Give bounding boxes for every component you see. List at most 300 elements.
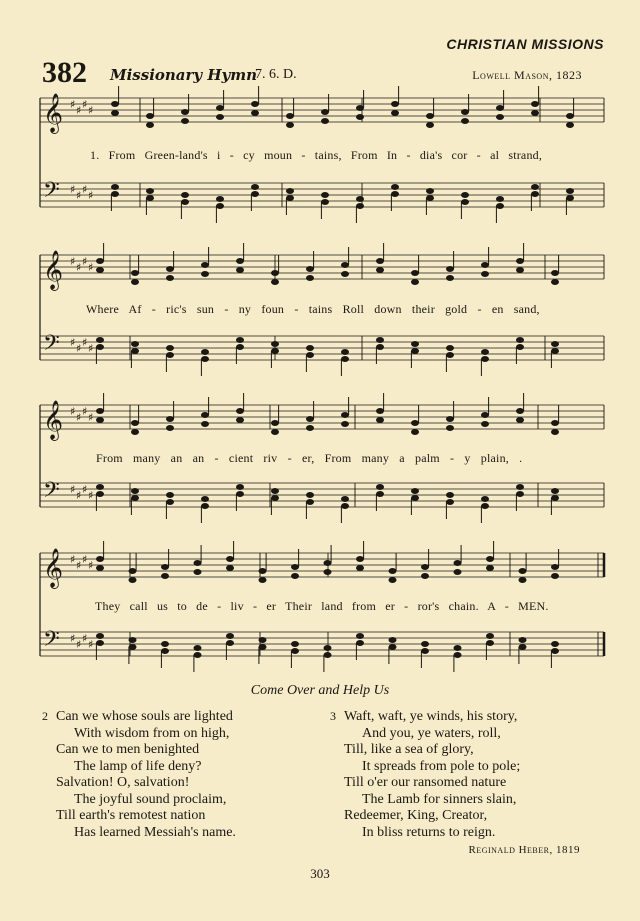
note-head (226, 556, 234, 562)
note-head (551, 564, 559, 570)
note-head (446, 492, 454, 498)
key-sharp: ♯ (70, 632, 76, 645)
note-head (291, 564, 299, 570)
note-head (96, 491, 104, 497)
note-head (236, 337, 244, 343)
note-head (519, 644, 527, 650)
note-head (201, 496, 209, 502)
note-head (271, 341, 279, 347)
note-head (411, 488, 419, 494)
bass-clef: 𝄢 (43, 178, 60, 208)
note-head (236, 258, 244, 264)
page-number: 303 (310, 866, 330, 881)
note-head (341, 271, 349, 277)
note-head (236, 344, 244, 350)
note-head (324, 569, 332, 575)
verse-3 (330, 708, 520, 841)
lyric-line-3: From many an an - cient riv - er, From many a palm - y plain, . (96, 451, 523, 465)
note-head (146, 188, 154, 194)
treble-clef: 𝄞 (43, 548, 64, 588)
note-head (516, 337, 524, 343)
note-head (201, 262, 209, 268)
bass-clef: 𝄢 (43, 331, 60, 361)
note-head (356, 556, 364, 562)
note-head (516, 344, 524, 350)
note-head (481, 262, 489, 268)
verse-line: The joyful sound proclaim, (74, 791, 227, 807)
section-title: CHRISTIAN MISSIONS (446, 36, 604, 52)
note-head (486, 633, 494, 639)
key-sharp: ♯ (76, 189, 82, 202)
note-head (531, 184, 539, 190)
note-head (496, 105, 504, 111)
note-head (306, 345, 314, 351)
note-head (166, 499, 174, 505)
note-head (251, 101, 259, 107)
note-head (551, 488, 559, 494)
key-sharp: ♯ (88, 411, 94, 424)
verse-line: Can we to men benighted (56, 742, 200, 757)
note-head (216, 114, 224, 120)
lyric-line-1: 1. From Green-land's i - cy moun - tains, From In - dia's cor - al strand, (90, 148, 543, 162)
note-head (131, 279, 139, 285)
note-head (201, 503, 209, 509)
verse-line: Till, like a sea of glory, (344, 742, 474, 757)
note-head (551, 279, 559, 285)
note-head (341, 356, 349, 362)
lyric-line-4: They call us to de - liv - er Their land from er - ror's chain. A - MEN. (95, 599, 549, 613)
note-head (376, 344, 384, 350)
note-head (454, 645, 462, 651)
key-sharp: ♯ (82, 98, 88, 111)
key-sharp: ♯ (82, 632, 88, 645)
verse-line: Has learned Messiah's name. (74, 824, 236, 840)
note-head (111, 184, 119, 190)
key-sharp: ♯ (76, 489, 82, 502)
note-head (551, 573, 559, 579)
note-head (461, 109, 469, 115)
key-sharp: ♯ (70, 405, 76, 418)
verse-line: And you, ye waters, roll, (362, 725, 501, 741)
note-head (131, 429, 139, 435)
note-head (291, 573, 299, 579)
key-sharp: ♯ (76, 261, 82, 274)
key-sharp: ♯ (76, 638, 82, 651)
key-sharp: ♯ (76, 104, 82, 117)
treble-clef: 𝄞 (43, 400, 64, 440)
note-head (286, 195, 294, 201)
note-head (181, 192, 189, 198)
note-head (131, 420, 139, 426)
note-head (426, 113, 434, 119)
note-head (251, 191, 259, 197)
key-sharp: ♯ (82, 336, 88, 349)
note-head (96, 344, 104, 350)
key-sharp: ♯ (88, 104, 94, 117)
note-head (454, 560, 462, 566)
note-head (481, 349, 489, 355)
note-head (271, 495, 279, 501)
note-head (461, 192, 469, 198)
note-head (306, 425, 314, 431)
note-head (356, 565, 364, 571)
note-head (516, 267, 524, 273)
note-head (389, 637, 397, 643)
note-head (551, 641, 559, 647)
note-head (259, 577, 267, 583)
note-head (321, 109, 329, 115)
note-head (411, 420, 419, 426)
note-head (481, 503, 489, 509)
note-head (496, 196, 504, 202)
note-head (389, 644, 397, 650)
note-head (96, 633, 104, 639)
note-head (96, 258, 104, 264)
note-head (531, 110, 539, 116)
note-head (131, 348, 139, 354)
key-sharp: ♯ (70, 98, 76, 111)
note-head (551, 341, 559, 347)
note-head (306, 492, 314, 498)
note-head (194, 569, 202, 575)
note-head (131, 270, 139, 276)
note-head (201, 412, 209, 418)
note-head (166, 266, 174, 272)
lyric-line-2: Where Af - ric's sun - ny foun - tains Roll down their gold - en sand, (86, 302, 540, 316)
note-head (481, 421, 489, 427)
note-head (286, 188, 294, 194)
note-head (551, 420, 559, 426)
note-head (321, 118, 329, 124)
note-head (516, 258, 524, 264)
key-sharp: ♯ (82, 553, 88, 566)
note-head (376, 408, 384, 414)
note-head (411, 270, 419, 276)
key-sharp: ♯ (70, 183, 76, 196)
note-head (166, 275, 174, 281)
note-head (391, 110, 399, 116)
note-head (389, 577, 397, 583)
note-head (421, 573, 429, 579)
note-head (306, 416, 314, 422)
key-sharp: ♯ (82, 483, 88, 496)
note-head (566, 113, 574, 119)
verse-number: 3 (330, 709, 336, 723)
note-head (341, 262, 349, 268)
note-head (146, 113, 154, 119)
verse-line: 2 Can we whose souls are lighted (42, 709, 233, 724)
note-head (376, 417, 384, 423)
note-head (194, 560, 202, 566)
note-head (271, 348, 279, 354)
note-head (306, 352, 314, 358)
note-head (566, 122, 574, 128)
hymn-meter: 7. 6. D. (255, 67, 297, 82)
note-head (481, 496, 489, 502)
note-head (259, 637, 267, 643)
note-head (321, 192, 329, 198)
note-head (236, 417, 244, 423)
note-head (446, 416, 454, 422)
note-head (96, 565, 104, 571)
key-sharp: ♯ (82, 255, 88, 268)
note-head (486, 565, 494, 571)
key-sharp: ♯ (88, 489, 94, 502)
note-head (551, 270, 559, 276)
note-head (426, 195, 434, 201)
note-head (96, 640, 104, 646)
note-head (341, 349, 349, 355)
note-head (236, 491, 244, 497)
note-head (129, 568, 137, 574)
key-sharp: ♯ (88, 342, 94, 355)
note-head (446, 275, 454, 281)
verse-line: Redeemer, King, Creator, (344, 808, 488, 823)
treble-clef: 𝄞 (43, 93, 64, 133)
note-head (271, 279, 279, 285)
note-head (461, 199, 469, 205)
note-head (411, 279, 419, 285)
note-head (356, 196, 364, 202)
note-head (146, 122, 154, 128)
note-head (356, 633, 364, 639)
note-head (426, 122, 434, 128)
note-head (411, 341, 419, 347)
key-sharp: ♯ (70, 553, 76, 566)
note-head (286, 122, 294, 128)
note-head (531, 191, 539, 197)
key-sharp: ♯ (70, 336, 76, 349)
verse-line: It spreads from pole to pole; (362, 758, 521, 774)
note-head (161, 648, 169, 654)
note-head (324, 560, 332, 566)
note-head (194, 645, 202, 651)
note-head (181, 199, 189, 205)
note-head (111, 101, 119, 107)
note-head (166, 345, 174, 351)
note-head (411, 495, 419, 501)
note-head (251, 110, 259, 116)
note-head (306, 266, 314, 272)
note-head (271, 270, 279, 276)
note-head (286, 113, 294, 119)
note-head (216, 105, 224, 111)
note-head (481, 356, 489, 362)
note-head (161, 564, 169, 570)
note-head (129, 577, 137, 583)
key-sharp: ♯ (88, 261, 94, 274)
note-head (111, 191, 119, 197)
note-head (166, 416, 174, 422)
verse-line: Till earth's remotest nation (56, 808, 206, 823)
note-head (226, 633, 234, 639)
verse-number: 2 (42, 709, 48, 723)
note-head (496, 203, 504, 209)
note-head (129, 644, 137, 650)
note-head (341, 496, 349, 502)
treble-clef: 𝄞 (43, 250, 64, 290)
note-head (461, 118, 469, 124)
verse-line: With wisdom from on high, (74, 725, 230, 741)
note-head (201, 421, 209, 427)
note-head (481, 271, 489, 277)
note-head (551, 348, 559, 354)
note-head (161, 641, 169, 647)
note-head (421, 564, 429, 570)
note-head (216, 203, 224, 209)
note-head (321, 199, 329, 205)
note-head (389, 568, 397, 574)
key-sharp: ♯ (70, 483, 76, 496)
note-head (306, 275, 314, 281)
note-head (166, 425, 174, 431)
hymn-title: Missionary Hymn (110, 66, 258, 84)
note-head (486, 640, 494, 646)
note-head (519, 637, 527, 643)
note-head (271, 429, 279, 435)
note-head (566, 195, 574, 201)
note-head (291, 641, 299, 647)
note-head (516, 484, 524, 490)
note-head (421, 641, 429, 647)
note-head (96, 556, 104, 562)
note-head (519, 577, 527, 583)
note-head (166, 492, 174, 498)
note-head (551, 429, 559, 435)
note-head (201, 349, 209, 355)
verse-line: The Lamb for sinners slain, (362, 791, 517, 807)
note-head (496, 114, 504, 120)
note-head (376, 337, 384, 343)
note-head (516, 408, 524, 414)
note-head (201, 271, 209, 277)
note-head (216, 196, 224, 202)
composer-credit: Lowell Mason, 1823 (472, 68, 582, 82)
note-head (341, 503, 349, 509)
note-head (516, 491, 524, 497)
note-head (236, 408, 244, 414)
key-sharp: ♯ (76, 411, 82, 424)
note-head (446, 266, 454, 272)
note-head (96, 267, 104, 273)
verse-line: Till o'er our ransomed nature (344, 775, 507, 790)
note-head (454, 569, 462, 575)
note-head (411, 429, 419, 435)
note-head (376, 258, 384, 264)
note-head (376, 267, 384, 273)
note-head (131, 495, 139, 501)
hymn-subtitle: Come Over and Help Us (250, 683, 390, 698)
note-head (356, 105, 364, 111)
note-head (201, 356, 209, 362)
note-head (356, 114, 364, 120)
key-sharp: ♯ (82, 405, 88, 418)
note-head (454, 652, 462, 658)
note-head (391, 191, 399, 197)
verse-2 (42, 708, 236, 841)
note-head (486, 556, 494, 562)
note-head (236, 267, 244, 273)
note-head (291, 648, 299, 654)
verse-line: The lamp of life deny? (74, 758, 202, 774)
note-head (96, 337, 104, 343)
note-head (166, 352, 174, 358)
note-head (516, 417, 524, 423)
hymn-number: 382 (42, 56, 87, 89)
note-head (324, 652, 332, 658)
note-head (446, 499, 454, 505)
key-sharp: ♯ (70, 255, 76, 268)
bass-clef: 𝄢 (43, 627, 60, 657)
note-head (531, 101, 539, 107)
note-head (161, 573, 169, 579)
note-head (236, 484, 244, 490)
key-sharp: ♯ (88, 189, 94, 202)
note-head (259, 644, 267, 650)
note-head (181, 118, 189, 124)
author-credit: Reginald Heber, 1819 (468, 844, 580, 856)
note-head (226, 640, 234, 646)
note-head (194, 652, 202, 658)
note-head (551, 648, 559, 654)
verse-line: In bliss returns to reign. (362, 824, 496, 840)
note-head (111, 110, 119, 116)
note-head (271, 420, 279, 426)
key-sharp: ♯ (76, 559, 82, 572)
key-sharp: ♯ (88, 638, 94, 651)
verse-line: Salvation! O, salvation! (56, 775, 190, 790)
note-head (129, 637, 137, 643)
note-head (446, 352, 454, 358)
note-head (376, 484, 384, 490)
note-head (426, 188, 434, 194)
note-head (391, 184, 399, 190)
note-head (481, 412, 489, 418)
verse-line: 3 Waft, waft, ye winds, his story, (330, 709, 518, 724)
note-head (96, 484, 104, 490)
note-head (181, 109, 189, 115)
note-head (251, 184, 259, 190)
note-head (421, 648, 429, 654)
note-head (226, 565, 234, 571)
bass-clef: 𝄢 (43, 478, 60, 508)
key-sharp: ♯ (76, 342, 82, 355)
key-sharp: ♯ (82, 183, 88, 196)
note-head (519, 568, 527, 574)
note-head (411, 348, 419, 354)
note-head (446, 425, 454, 431)
note-head (131, 341, 139, 347)
note-head (96, 417, 104, 423)
note-head (566, 188, 574, 194)
note-head (356, 203, 364, 209)
note-head (324, 645, 332, 651)
note-head (551, 495, 559, 501)
note-head (96, 408, 104, 414)
note-head (306, 499, 314, 505)
note-head (446, 345, 454, 351)
note-head (131, 488, 139, 494)
note-head (341, 421, 349, 427)
note-head (271, 488, 279, 494)
note-head (391, 101, 399, 107)
key-sharp: ♯ (88, 559, 94, 572)
note-head (376, 491, 384, 497)
note-head (146, 195, 154, 201)
note-head (259, 568, 267, 574)
note-head (356, 640, 364, 646)
note-head (341, 412, 349, 418)
